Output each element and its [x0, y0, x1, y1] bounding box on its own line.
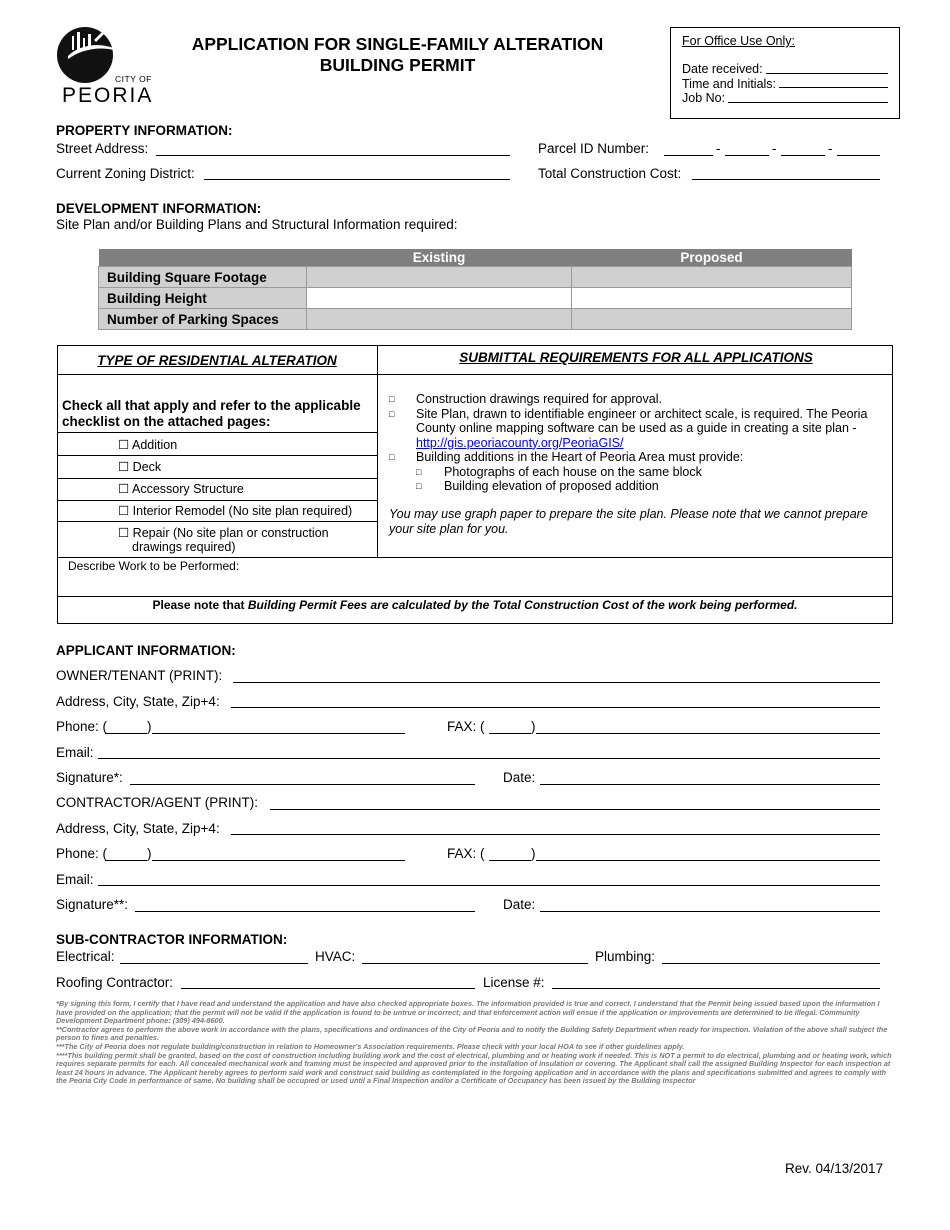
header-divider [57, 374, 893, 375]
bullet-icon: □ [389, 408, 395, 419]
contractor-signature-field[interactable] [135, 911, 475, 912]
submittal-sub-item-1: Photographs of each house on the same block [444, 464, 702, 479]
plumbing-label: Plumbing: [595, 949, 656, 964]
property-heading: PROPERTY INFORMATION: [56, 123, 233, 138]
existing-square-footage-cell[interactable] [307, 267, 572, 288]
table-row [99, 288, 852, 309]
contractor-phone-field[interactable] [152, 860, 405, 861]
bullet-icon: □ [389, 452, 395, 462]
table-header-existing: Existing [307, 249, 572, 267]
contractor-email-label: Email: [56, 872, 94, 887]
owner-fax-paren: ) [531, 719, 536, 734]
owner-label: OWNER/TENANT (PRINT): [56, 668, 223, 683]
fine-print-paragraph: *By signing this form, I certify that I have read and understand the application and have also checked appropriate boxes. The information provided is true and correct. I understand that the Permit being issued based upon the information I have provided on the application; that the permit will not be valid if the application is found to be untrue or incorrect; and that enforcement action will ensue if the application or improvements are determined to be illegal. Community Development Department phone: (309) 494-8600. [56, 999, 880, 1026]
parcel-dash-1: - [716, 141, 721, 156]
describe-work-field[interactable] [70, 574, 880, 594]
existing-parking-spaces-cell[interactable] [307, 309, 572, 330]
logo-name: PEORIA [62, 84, 154, 107]
contractor-phone-paren: ) [147, 846, 152, 861]
fee-note-emphasis: Building Permit Fees are calculated by the Total Construction Cost of the work being performed. [247, 598, 798, 612]
bullet-icon: □ [389, 394, 395, 404]
table-header-row [99, 249, 852, 267]
contractor-fax-field[interactable] [536, 860, 880, 861]
contractor-date-field[interactable] [540, 911, 880, 912]
submittal-item-2-line-2: County online mapping software can be used as a guide in creating a site plan - [416, 421, 857, 435]
page-title [150, 34, 645, 76]
contractor-label: CONTRACTOR/AGENT (PRINT): [56, 795, 259, 810]
contractor-signature-label: Signature**: [56, 897, 129, 912]
electrical-field[interactable] [120, 963, 308, 964]
owner-phone-area-field[interactable] [105, 733, 147, 734]
development-heading: DEVELOPMENT INFORMATION: [56, 201, 262, 216]
row-label-parking-spaces: Number of Parking Spaces [99, 309, 307, 330]
alteration-heading: TYPE OF RESIDENTIAL ALTERATION [97, 353, 337, 368]
job-no-label: Job No: [682, 91, 726, 105]
row-label-building-height: Building Height [99, 288, 307, 309]
contractor-phone-area-field[interactable] [105, 860, 147, 861]
contractor-email-field[interactable] [98, 885, 880, 886]
parcel-dash-3: - [828, 141, 833, 156]
repair-checkbox-continued: drawings required) [132, 540, 236, 554]
zoning-label: Current Zoning District: [56, 166, 195, 181]
bullet-icon: □ [416, 481, 422, 491]
submittal-item-2: Site Plan, drawn to identifiable engineer or architect scale, is required. The Peoria [416, 406, 868, 421]
proposed-parking-spaces-cell[interactable] [572, 309, 852, 330]
zoning-field[interactable] [204, 179, 510, 180]
owner-date-field[interactable] [540, 784, 880, 785]
title-line-2: BUILDING PERMIT [319, 55, 476, 75]
parcel-id-label: Parcel ID Number: [538, 141, 650, 156]
owner-field[interactable] [233, 682, 880, 683]
interior-remodel-checkbox[interactable]: ☐ Interior Remodel (No site plan required) [118, 504, 353, 518]
contractor-fax-paren: ) [531, 846, 536, 861]
owner-phone-paren: ) [147, 719, 152, 734]
fine-print-paragraph: ****This building permit shall be granted, based on the cost of construction including building work and the cost of electrical, plumbing and or heating work if needed. This is NOT a permit to do electrical, plumbing and or heating work, which requires separate permits for each. All concealed mechanical work and framing must be inspected and approved prior to the installation of insulation or covering. The Applicant shall call the assigned Building Inspector for each inspection at least 24 hours in advance. The Applicant hereby agrees to perform said work and construct said building as contemplated in the forgoing application and in accordance with the plans and specifications submitted and agrees to comply with the Peoria City Code in performance of same. No building shall be occupied or used until a Final Inspection and/or a Certificate of Occupancy has been issued by the Building Inspector [56, 1050, 892, 1086]
contractor-fax-label: FAX: ( [447, 846, 485, 861]
option-divider [57, 455, 377, 456]
subcontractor-heading: SUB-CONTRACTOR INFORMATION: [56, 932, 288, 947]
fine-print-paragraph: ***The City of Peoria does not regulate building/construction in relation to Homeowner's Association requirements. Please check with your local HOA to see if other guidelines apply. [56, 1041, 685, 1051]
describe-work-label: Describe Work to be Performed: [68, 559, 240, 573]
construction-cost-field[interactable] [692, 179, 880, 180]
job-no-field [728, 91, 888, 103]
title-line-1: APPLICATION FOR SINGLE-FAMILY ALTERATION [191, 34, 604, 54]
owner-fax-label: FAX: ( [447, 719, 485, 734]
owner-fax-field[interactable] [536, 733, 880, 734]
development-note: Site Plan and/or Building Plans and Structural Information required: [56, 217, 458, 232]
row-label-square-footage: Building Square Footage [99, 267, 307, 288]
fine-print-paragraph: **Contractor agrees to perform the above work in accordance with the plans, specifications and ordinances of the City of Peoria and to notify the Building Safety Department when ready for inspection. Violation of the above shall subject the person to fines and penalties. [56, 1024, 888, 1043]
repair-checkbox[interactable]: ☐ Repair (No site plan or construction [118, 526, 329, 540]
option-divider [57, 432, 377, 433]
alteration-instructions: Check all that apply and refer to the applicable checklist on the attached pages: [62, 398, 361, 429]
existing-building-height-cell[interactable] [307, 288, 572, 309]
contractor-address-label: Address, City, State, Zip+4: [56, 821, 220, 836]
street-address-label: Street Address: [56, 141, 149, 156]
owner-date-label: Date: [503, 770, 536, 785]
owner-phone-label: Phone: ( [56, 719, 108, 734]
submittal-item-3: Building additions in the Heart of Peoria Area must provide: [416, 450, 744, 464]
peoria-logo-icon [56, 26, 118, 84]
parcel-dash-2: - [772, 141, 777, 156]
parcel-id-field-1[interactable] [664, 155, 713, 156]
license-label: License #: [483, 975, 545, 990]
parcel-id-field-3[interactable] [781, 155, 825, 156]
office-use-box [670, 27, 900, 119]
time-initials-field [779, 77, 888, 89]
fee-divider [57, 596, 893, 597]
fee-note [57, 598, 893, 612]
contractor-field[interactable] [270, 809, 880, 810]
owner-address-field[interactable] [231, 707, 880, 708]
accessory-structure-checkbox[interactable]: ☐ Accessory Structure [118, 482, 244, 496]
logo-city-of: CITY OF [115, 74, 152, 84]
date-received-label: Date received: [682, 62, 763, 76]
parcel-id-field-4[interactable] [837, 155, 880, 156]
street-address-field[interactable] [156, 155, 510, 156]
deck-checkbox[interactable]: ☐ Deck [118, 460, 162, 474]
roofing-label: Roofing Contractor: [56, 975, 174, 990]
contractor-fax-area-field[interactable] [489, 860, 531, 861]
office-use-heading: For Office Use Only: [682, 34, 795, 48]
fee-note-prefix: Please note that [152, 598, 248, 612]
date-received-field [766, 62, 888, 74]
hvac-label: HVAC: [315, 949, 356, 964]
table-row [99, 309, 852, 330]
owner-email-field[interactable] [98, 758, 880, 759]
owner-address-label: Address, City, State, Zip+4: [56, 694, 220, 709]
owner-signature-field[interactable] [130, 784, 475, 785]
city-logo [56, 26, 156, 108]
hvac-field[interactable] [362, 963, 588, 964]
contractor-address-field[interactable] [231, 834, 880, 835]
table-header-proposed: Proposed [572, 249, 852, 267]
license-field[interactable] [552, 988, 880, 989]
option-divider [57, 521, 377, 522]
submittal-heading: SUBMITTAL REQUIREMENTS FOR ALL APPLICATIONS [459, 350, 813, 365]
submittal-list [389, 392, 889, 494]
gis-link[interactable]: http://gis.peoriacounty.org/PeoriaGIS/ [416, 435, 624, 450]
describe-divider [57, 557, 893, 558]
table-row [99, 267, 852, 288]
owner-fax-area-field[interactable] [489, 733, 531, 734]
submittal-sub-item-2: Building elevation of proposed addition [444, 479, 659, 493]
contractor-phone-label: Phone: ( [56, 846, 108, 861]
proposed-square-footage-cell[interactable] [572, 267, 852, 288]
construction-cost-label: Total Construction Cost: [538, 166, 682, 181]
parcel-id-field-2[interactable] [725, 155, 769, 156]
option-divider [57, 500, 377, 501]
submittal-item-1: Construction drawings required for approval. [416, 392, 662, 406]
owner-phone-field[interactable] [152, 733, 405, 734]
proposed-building-height-cell[interactable] [572, 288, 852, 309]
time-initials-label: Time and Initials: [682, 76, 777, 91]
electrical-label: Electrical: [56, 949, 115, 964]
site-plan-note: You may use graph paper to prepare the site plan. Please note that we cannot prepare your site plan for you. [389, 507, 868, 536]
table-header-blank [99, 249, 307, 267]
addition-checkbox[interactable]: ☐ Addition [118, 438, 178, 452]
contractor-date-label: Date: [503, 897, 536, 912]
owner-signature-label: Signature*: [56, 770, 123, 785]
revision-date: Rev. 04/13/2017 [785, 1161, 884, 1176]
plumbing-field[interactable] [662, 963, 880, 964]
option-divider [57, 478, 377, 479]
fine-print [56, 1000, 896, 1086]
owner-email-label: Email: [56, 745, 94, 760]
roofing-field[interactable] [181, 988, 475, 989]
applicant-heading: APPLICANT INFORMATION: [56, 643, 236, 658]
development-table [98, 249, 852, 330]
bullet-icon: □ [416, 466, 422, 477]
column-divider [377, 345, 378, 558]
